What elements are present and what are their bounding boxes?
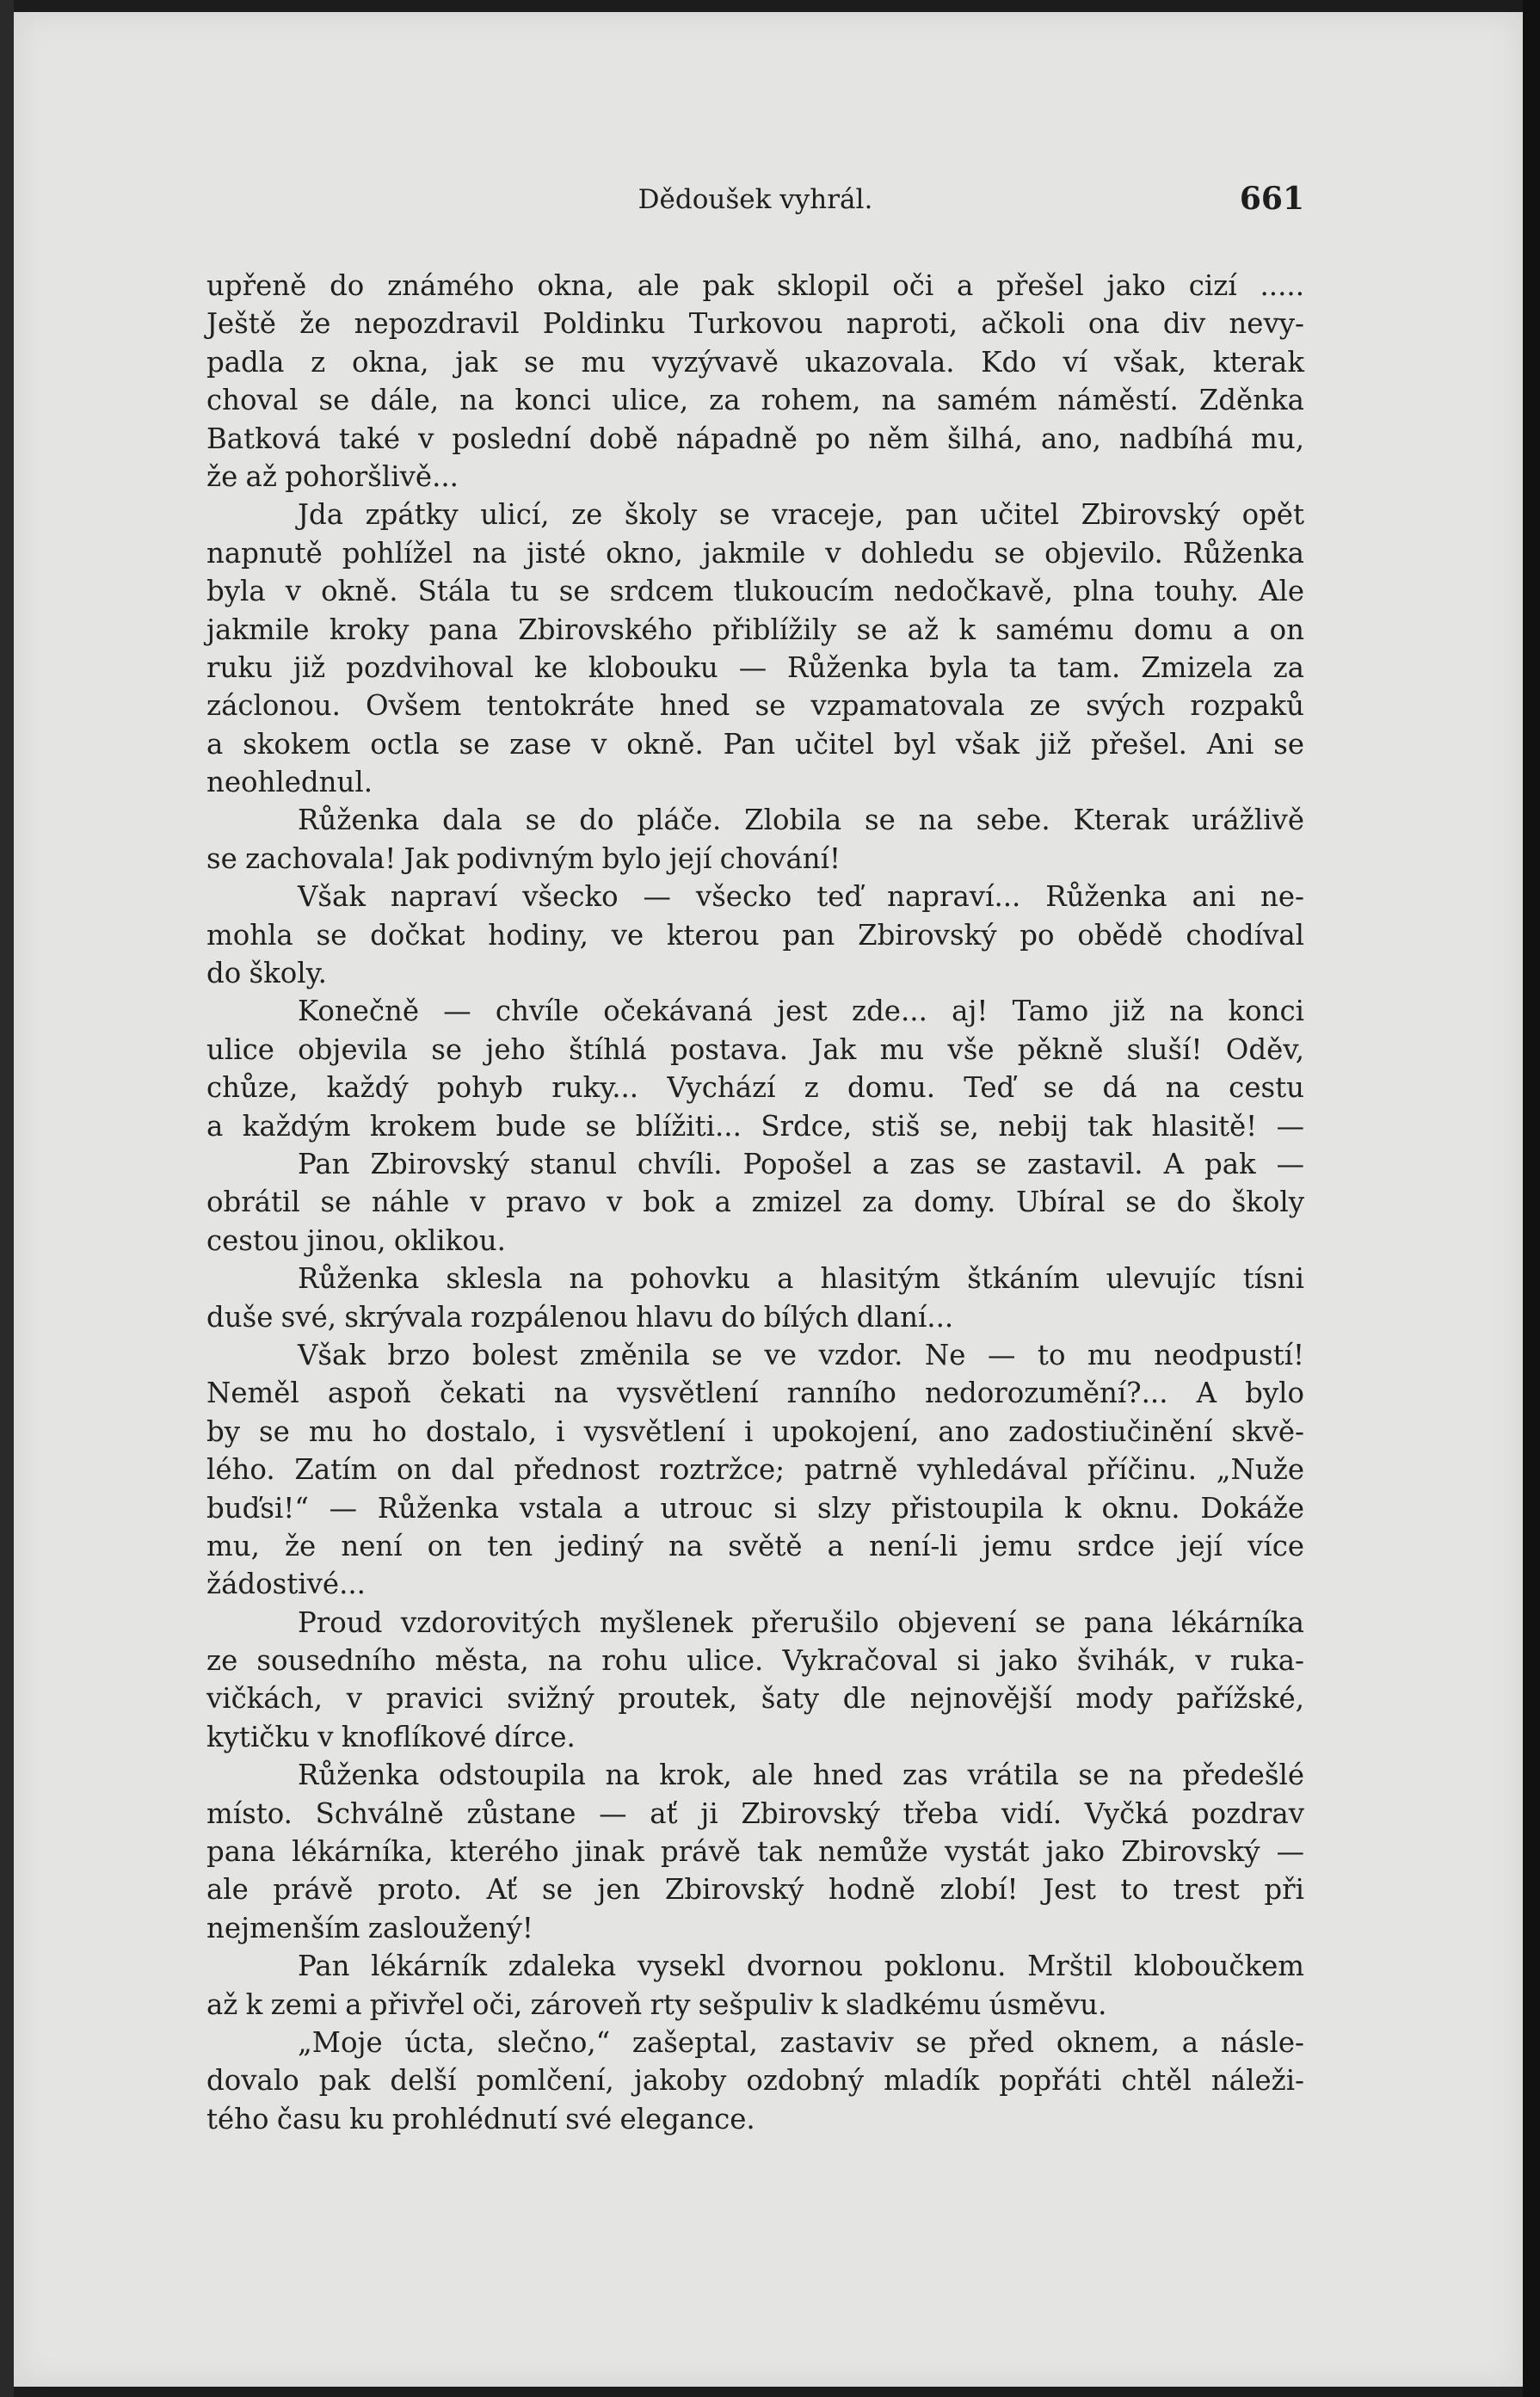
text-line: Batková také v poslední době nápadně po něm šilhá, ano, nadbíhá mu,: [206, 422, 1304, 455]
text-line: Růženka sklesla na pohovku a hlasitým štkáním ulevujíc tísni: [298, 1262, 1304, 1296]
text-line: by se mu ho dostalo, i vysvětlení i upokojení, ano zadostiučinění skvě-: [206, 1414, 1304, 1448]
scan-right-edge: [1523, 0, 1540, 2397]
text-line: že až pohoršlivě...: [206, 459, 459, 493]
text-line: padla z okna, jak se mu vyzývavě ukazovala. Kdo ví však, kterak: [206, 345, 1304, 379]
text-line: ruku již pozdvihoval ke klobouku — Růženka byla ta tam. Zmizela za: [206, 650, 1304, 684]
text-line: se zachovala! Jak podivným bylo její chování!: [206, 841, 841, 875]
text-line: Neměl aspoň čekati na vysvětlení ranního nedorozumění?... A bylo: [206, 1377, 1304, 1410]
text-line: a každým krokem bude se blížiti... Srdce, stiš se, nebij tak hlasitě! —: [206, 1109, 1304, 1143]
text-line: a skokem octla se zase v okně. Pan učitel byl však již přešel. Ani se: [206, 727, 1304, 761]
text-line: Růženka odstoupila na krok, ale hned zas vrátila se na předešlé: [298, 1759, 1304, 1792]
text-line: vičkách, v pravici svižný proutek, šaty dle nejnovější mody pařížské,: [206, 1682, 1304, 1716]
text-line: obrátil se náhle v pravo v bok a zmizel za domy. Ubíral se do školy: [206, 1186, 1304, 1219]
text-line: až k zemi a přivřel oči, zároveň rty sešpuliv k sladkému úsměvu.: [206, 1987, 1107, 2021]
text-line: choval se dále, na konci ulice, za rohem, na samém náměstí. Zděnka: [206, 384, 1304, 417]
text-line: ulice objevila se jeho štíhlá postava. Jak mu vše pěkně sluší! Oděv,: [206, 1032, 1304, 1066]
text-line: Však napraví všecko — všecko teď napraví... Růženka ani ne-: [298, 880, 1304, 914]
text-line: nejmenším zasloužený!: [206, 1911, 533, 1944]
text-line: duše své, skrývala rozpálenou hlavu do bílých dlaní...: [206, 1300, 954, 1334]
text-line: buďsi!“ — Růženka vstala a utrouc si slzy přistoupila k oknu. Dokáže: [206, 1491, 1304, 1525]
text-line: ze sousedního města, na rohu ulice. Vykračoval si jako švihák, v ruka-: [206, 1644, 1304, 1678]
text-line: Ještě že nepozdravil Poldinku Turkovou naproti, ačkoli ona div nevy-: [206, 307, 1304, 341]
text-line: upřeně do známého okna, ale pak sklopil oči a přešel jako cizí .....: [206, 269, 1304, 302]
scan-left-edge: [0, 0, 14, 2397]
running-title: Dědoušek vyhrál.: [638, 184, 873, 215]
text-line: do školy.: [206, 957, 327, 990]
text-line: Proud vzdorovitých myšlenek přerušilo objevení se pana lékárníka: [298, 1605, 1304, 1639]
text-line: pana lékárníka, kterého jinak právě tak nemůže vystát jako Zbirovský —: [206, 1835, 1304, 1869]
body-text: [206, 267, 1304, 2138]
text-line: Pan Zbirovský stanul chvíli. Popošel a zas se zastavil. A pak —: [298, 1147, 1304, 1180]
text-line: lého. Zatím on dal přednost roztržce; patrně vyhledával příčinu. „Nuže: [206, 1453, 1304, 1487]
text-line: Růženka dala se do pláče. Zlobila se na sebe. Kterak urážlivě: [298, 804, 1304, 837]
running-header: [206, 181, 1304, 229]
text-line: napnutě pohlížel na jisté okno, jakmile v dohledu se objevilo. Růženka: [206, 536, 1304, 570]
text-line: místo. Schválně zůstane — ať ji Zbirovský třeba vidí. Vyčká pozdrav: [206, 1796, 1304, 1830]
text-line: byla v okně. Stála tu se srdcem tlukoucím nedočkavě, plna touhy. Ale: [206, 575, 1304, 608]
text-line: mohla se dočkat hodiny, ve kterou pan Zbirovský po obědě chodíval: [206, 918, 1304, 952]
text-line: cestou jinou, oklikou.: [206, 1223, 506, 1257]
text-line: kytičku v knoflíkové dírce.: [206, 1720, 576, 1753]
text-line: chůze, každý pohyb ruky... Vychází z domu. Teď se dá na cestu: [206, 1071, 1304, 1105]
text-line: jakmile kroky pana Zbirovského přiblížily se až k samému domu a on: [206, 613, 1304, 646]
text-line: Pan lékárník zdaleka vysekl dvornou poklonu. Mrštil kloboučkem: [298, 1950, 1304, 1983]
text-line: žádostivé...: [206, 1568, 366, 1601]
text-line: Konečně — chvíle očekávaná jest zde... aj! Tamo již na konci: [298, 995, 1304, 1028]
text-line: „Moje úcta, slečno,“ zašeptal, zastaviv se před oknem, a násle-: [298, 2025, 1304, 2059]
text-line: neohlednul.: [206, 766, 373, 799]
text-line: mu, že není on ten jediný na světě a není-li jemu srdce její více: [206, 1529, 1304, 1562]
text-line: záclonou. Ovšem tentokráte hned se vzpamatovala ze svých rozpaků: [206, 689, 1304, 723]
text-line: dovalo pak delší pomlčení, jakoby ozdobný mladík popřáti chtěl náleži-: [206, 2064, 1304, 2098]
text-line: Však brzo bolest změnila se ve vzdor. Ne — to mu neodpustí!: [298, 1338, 1304, 1371]
text-line: tého času ku prohlédnutí své elegance.: [206, 2102, 755, 2135]
text-line: ale právě proto. Ať se jen Zbirovský hodně zlobí! Jest to trest při: [206, 1873, 1304, 1907]
text-line: Jda zpátky ulicí, ze školy se vraceje, pan učitel Zbirovský opět: [298, 498, 1304, 532]
page-number: 661: [1239, 181, 1304, 217]
